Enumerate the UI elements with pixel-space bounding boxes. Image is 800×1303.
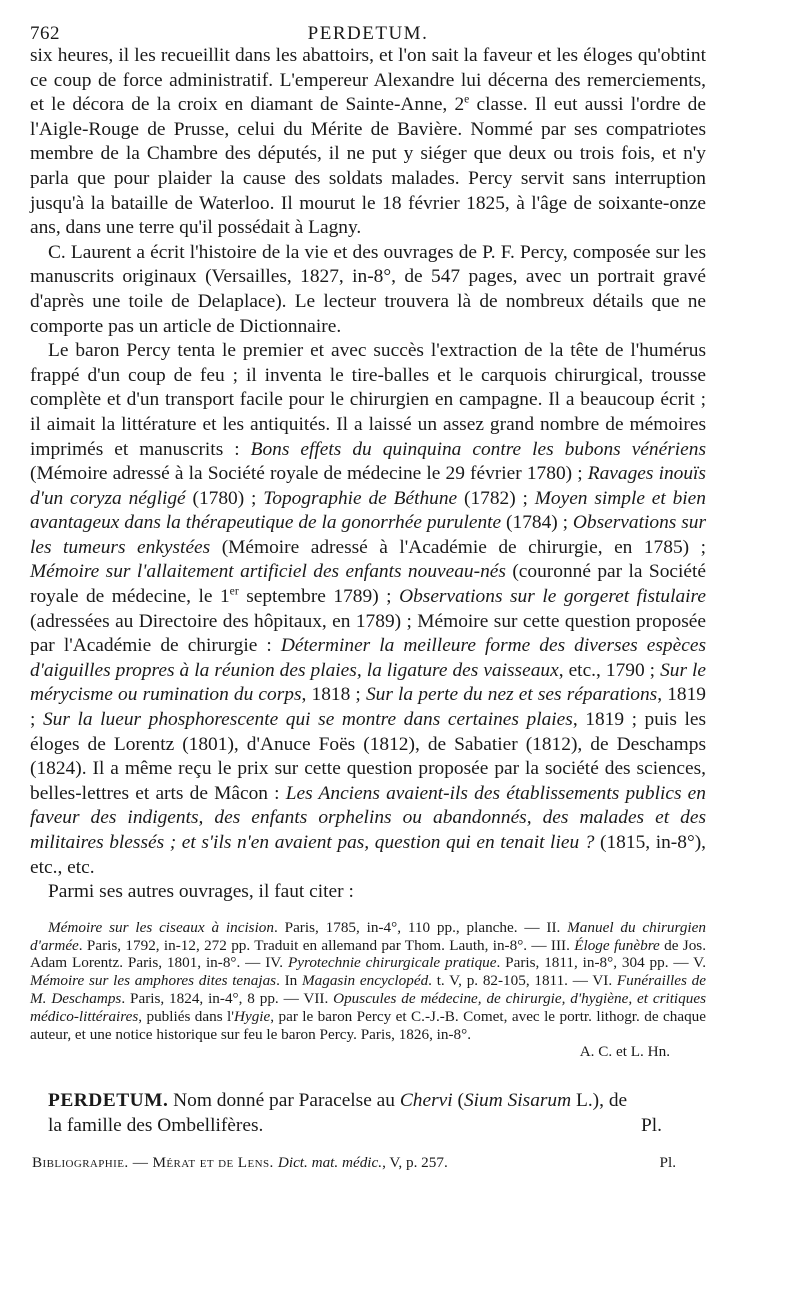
text-run: , publiés dans l' [138,1007,234,1025]
italic-title: Mémoire sur les amphores dites tenajas [30,972,277,990]
text-run: . Paris, 1785, in-4°, 110 pp., planche. — II. [273,918,568,936]
text-run: . Paris, 1792, in-12, 272 pp. Traduit en allemand par Thom. Lauth, in-8°. — III. [78,936,575,954]
text-run: (adressées au Directoire des hôpitaux, en 1789) ; Mémoire sur cette question proposée par l'Académie de chirurgie : [30,610,706,657]
entry-signature: Pl. [640,1114,662,1136]
paragraph [30,880,706,905]
text-run: classe. Il eut aussi l'ordre de l'Aigle-Rouge de Prusse, celui du Mérite de Bavière. Nommé par ses compatriotes membre de la Chambre des députés, il ne put y siéger que deux ou trois fois, et n'y parla que pour plaider la cause des soldats malades. Percy servit sans interruption jusqu'à la bataille de Waterloo. Il mourut le 18 février 1825, à l'âge de soixante-onze ans, dans une terre qu'il possédait à Lagny. [30,94,706,239]
text-run: . In [276,972,302,990]
italic-title: Moyen simple et bien avantageux dans la thérapeutique de la gonorrhée purulente [30,487,706,534]
article-body [30,44,706,905]
text-run: , 1819 ; [30,684,706,731]
bibliography-label: Bibliographie. [32,1154,129,1172]
bibliography-title: Dict. mat. médic. [277,1154,383,1172]
text-run: (1780) ; [185,487,264,509]
superscript: er [229,584,239,598]
text-run: six heures, il les recueillit dans les abattoirs, et l'on sait la faveur et les éloges qu'obtint ce coup de force administratif. L'empereur Alexandre lui décerna des remerciements, et le décora de la croix en diamant de Sainte-Anne, 2 [30,45,706,116]
italic-title: Opuscules de médecine, de chirurgie, d'hygiène, et critiques médico-littéraires [30,989,706,1025]
italic-title: Mémoire sur l'allaitement artificiel des enfants nouveau-nés [30,561,506,583]
works-list-text [30,919,706,1043]
text-run: septembre 1789) ; [238,586,400,608]
italic-title: Hygie [234,1007,271,1025]
italic-title: Les Anciens avaient-ils des établissements publics en faveur des indigents, des enfants orphelins ou abandonnés, des malades et des militaires blessés ; et s'ils n'en avaient pas, question qui en tenait lieu ? [30,782,706,853]
italic-title: Magasin encyclopéd [301,972,429,990]
page-number: 762 [30,23,60,44]
text-run: (1782) ; [457,487,535,509]
italic-title: Topographie de Béthune [263,487,458,509]
bibliography-signature: Pl. [659,1154,676,1172]
italic-title: Éloge funèbre [574,936,660,954]
italic-title: Manuel du chirurgien d'armée [30,918,706,954]
entry-text-post: L.), de [571,1090,628,1112]
paragraph [30,44,706,241]
italic-title: Ravages inouïs d'un coryza négligé [30,463,706,509]
text-run: . t. V, p. 82-105, 1811. — VI. [428,972,617,990]
italic-title: Mémoire sur les ciseaux à incision [48,918,274,936]
works-list [30,919,706,1061]
text-run: (1784) ; [501,512,573,534]
running-head [30,0,706,44]
text-run: (Mémoire adressé à la Société royale de médecine le 29 février 1780) ; [30,463,588,485]
running-title: PERDETUM. [307,23,429,44]
paragraph [30,241,706,339]
text-run: (1815, in-8°), etc., etc. [30,832,707,878]
italic-title: Pyrotechnie chirurgicale pratique [287,954,497,972]
italic-title: Sur le mérycisme ou rumination du corps [30,659,707,706]
italic-title: Observations sur le gorgeret fistulaire [399,586,706,608]
text-run: Parmi ses autres ouvrages, il faut citer : [48,881,354,903]
italic-title: Sur la perte du nez et ses réparations [365,684,658,706]
entry-common-name: Chervi [399,1090,453,1112]
dictionary-entry [30,1089,706,1138]
text-run: C. Laurent a écrit l'histoire de la vie et des ouvrages de P. F. Percy, composée sur les manuscrits originaux (Versailles, 1827, in-8°, de 547 pages, avec un portrait gravé d'après une toile de Delaplace). Le lecteur trouvera là de nombreux détails que ne comporte pas un article de Dictionnaire. [30,241,706,337]
bibliography-authors: — Mérat et de Lens. [128,1154,278,1172]
italic-title: Sur la lueur phosphorescente qui se montre dans certaines plaies [42,709,573,731]
text-run: , 1819 ; puis les éloges de Lorentz (1801), d'Anuce Foës (1812), de Sabatier (1812), de Deschamps (1824). Il a même reçu le prix sur cette question proposée par la société des sciences, belles-lettres et arts de Mâcon : [30,709,706,804]
entry-latin-name: Sium Sisarum [463,1090,572,1112]
text-run: (Mémoire adressé à l'Académie de chirurgie, en 1785) ; [210,536,706,558]
italic-title: Bons effets du quinquina contre les bubons vénériens [250,438,706,460]
bibliography-ref: , V, p. 257. [382,1154,448,1172]
text-run: , 1818 ; [301,684,366,706]
text-run: , etc., 1790 ; [558,659,661,681]
text-run: . Paris, 1824, in-4°, 8 pp. — VII. [121,989,334,1007]
italic-title: Funérailles de M. Deschamps [30,972,706,1007]
text-run: , par le baron Percy et C.-J.-B. Comet, avec le portr. lithogr. de chaque auteur, et une notice historique sur feu le baron Percy. Paris, 1826, in-8°. [30,1007,707,1043]
italic-title: Observations sur les tumeurs enkystées [30,512,706,558]
entry-text-pre: Nom donné par Paracelse au [168,1090,400,1112]
text-run: de Jos. Adam Lorentz. Paris, 1801, in-8°. — IV. [30,936,706,972]
text-run: (couronné par la Société royale de médecine, le 1 [30,561,707,608]
page [30,0,706,1172]
entry-headword: PERDETUM. [48,1090,169,1112]
text-run: . Paris, 1811, in-8°, 304 pp. — V. [496,954,706,972]
entry-family-line: la famille des Ombellifères. [48,1114,264,1136]
italic-title: Déterminer la meilleure forme des diverses espèces d'aiguilles propres à la réunion des plaies, la ligature des vaisseaux [30,635,706,681]
entry-text-mid: ( [452,1090,464,1112]
works-signature: A. C. et L. Hn. [579,1043,670,1061]
superscript: e [464,92,470,106]
text-run: Le baron Percy tenta le premier et avec succès l'extraction de la tête de l'humérus frappé d'un coup de feu ; il inventa le tire-balles et le carquois chirurgical, trousse complète et d'un transport facile pour le chirurgien en campagne. Il a beaucoup écrit ; il aimait la littérature et les antiquités. Il a laissé un assez grand nombre de mémoires imprimés et manuscrits : [30,340,706,460]
bibliography [30,1154,706,1172]
paragraph [30,339,706,880]
